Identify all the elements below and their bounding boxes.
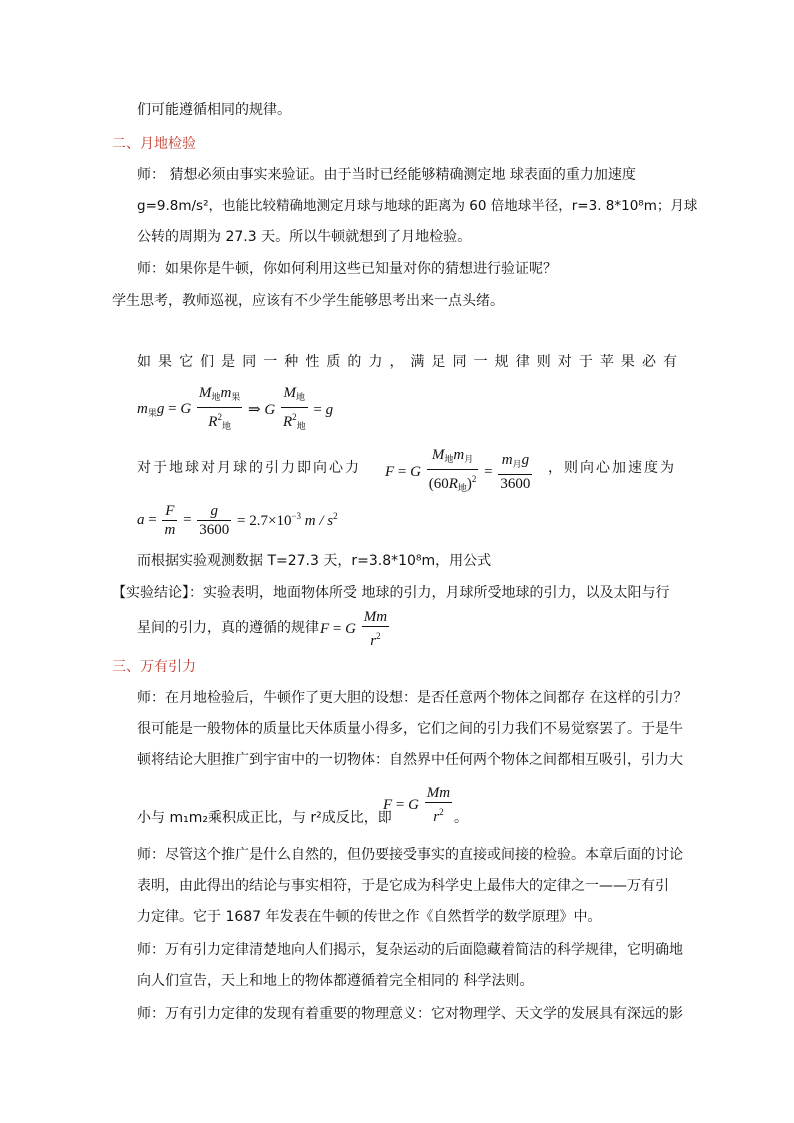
text-line: 师：万有引力定律清楚地向人们揭示，复杂运动的后面隐藏着简洁的科学规律，它明确地 bbox=[137, 942, 683, 958]
text-line: 很可能是一般物体的质量比天体质量小得多，它们之间的引力我们不易觉察罢了。于是牛 bbox=[137, 721, 683, 737]
text-line: 对于地球对月球的引力即向心力 bbox=[137, 460, 361, 476]
text-line: 力定律。它于 1687 年发表在牛顿的传世之作《自然哲学的数学原理》中。 bbox=[137, 909, 602, 925]
text-line: 而根据实验观测数据 T=27.3 天，r=3.8*10⁸m，用公式 bbox=[137, 553, 492, 569]
formula-universal-gravitation-2: F = G $\frac{Mm}{r^2}$ bbox=[383, 785, 451, 825]
text-line: g=9.8m/s²，也能比较精确地测定月球与地球的距离为 60 倍地球半径，r=3. 8*10⁸m；月球 bbox=[137, 198, 698, 214]
text-line: 师：尽管这个推广是什么自然的，但仍要接受事实的直接或间接的检验。本章后面的讨论 bbox=[137, 847, 683, 863]
text-line: 师：如果你是牛顿，你如何利用这些已知量对你的猜想进行验证呢？ bbox=[137, 261, 557, 277]
text-line: ，则向心加速度为 bbox=[548, 460, 676, 476]
text-line: 师：在月地检验后，牛顿作了更大胆的设想：是否任意两个物体之间都存 在这样的引力？ bbox=[137, 690, 688, 706]
formula-apple-gravity: $m_果g = G$ $\frac{M_地m_果}{R^2_地}$ ⇒ G $\frac{M_地}{R^2_地}$ = g bbox=[137, 385, 334, 432]
section-heading-moon-earth-test: 二、月地检验 bbox=[112, 136, 196, 152]
formula-universal-gravitation: F = G $\frac{Mm}{r^2}$ bbox=[320, 609, 388, 649]
text-line: 公转的周期为 27.3 天。所以牛顿就想到了月地检验。 bbox=[137, 229, 472, 245]
text-line: 如果它们是同一种性质的力，满足同一规律则对于苹果必有 bbox=[137, 354, 677, 370]
text-line: 学生思考，教师巡视，应该有不少学生能够思考出来一点头绪。 bbox=[112, 293, 504, 309]
section-heading-universal-gravitation: 三、万有引力 bbox=[112, 659, 196, 675]
formula-moon-centripetal-force: F = G $\frac{M_地m_月}{(60R_地)^2}$ = $\frac{m_月g}{3600}$ bbox=[385, 447, 531, 494]
text-line: 表明，由此得出的结论与事实相符，于是它成为科学史上最伟大的定律之一——万有引 bbox=[137, 878, 669, 894]
text-line: 们可能遵循相同的规律。 bbox=[137, 102, 291, 118]
text-line: 向人们宣告，天上和地上的物体都遵循着完全相同的 科学法则。 bbox=[137, 973, 534, 989]
text-line: 。 bbox=[454, 810, 468, 826]
text-line: 小与 m₁m₂乘积成正比，与 r²成反比，即 bbox=[137, 810, 392, 826]
text-line: 师： 猜想必须由事实来验证。由于当时已经能够精确测定地 球表面的重力加速度 bbox=[137, 167, 636, 183]
text-line: 顿将结论大胆推广到宇宙中的一切物体：自然界中任何两个物体之间都相互吸引，引力大 bbox=[137, 752, 683, 768]
text-line: 星间的引力，真的遵循的规律 bbox=[137, 620, 319, 636]
text-line: 师：万有引力定律的发现有着重要的物理意义：它对物理学、天文学的发展具有深远的影 bbox=[137, 1006, 683, 1022]
formula-centripetal-acceleration: a = $\frac{F}{m}$ = $\frac{g}{3600}$ = $2.7\times 10^{-3}$ m / $s^2$ bbox=[137, 503, 338, 538]
experiment-conclusion: 【实验结论】：实验表明，地面物体所受 地球的引力，月球所受地球的引力，以及太阳与行 bbox=[112, 585, 670, 601]
